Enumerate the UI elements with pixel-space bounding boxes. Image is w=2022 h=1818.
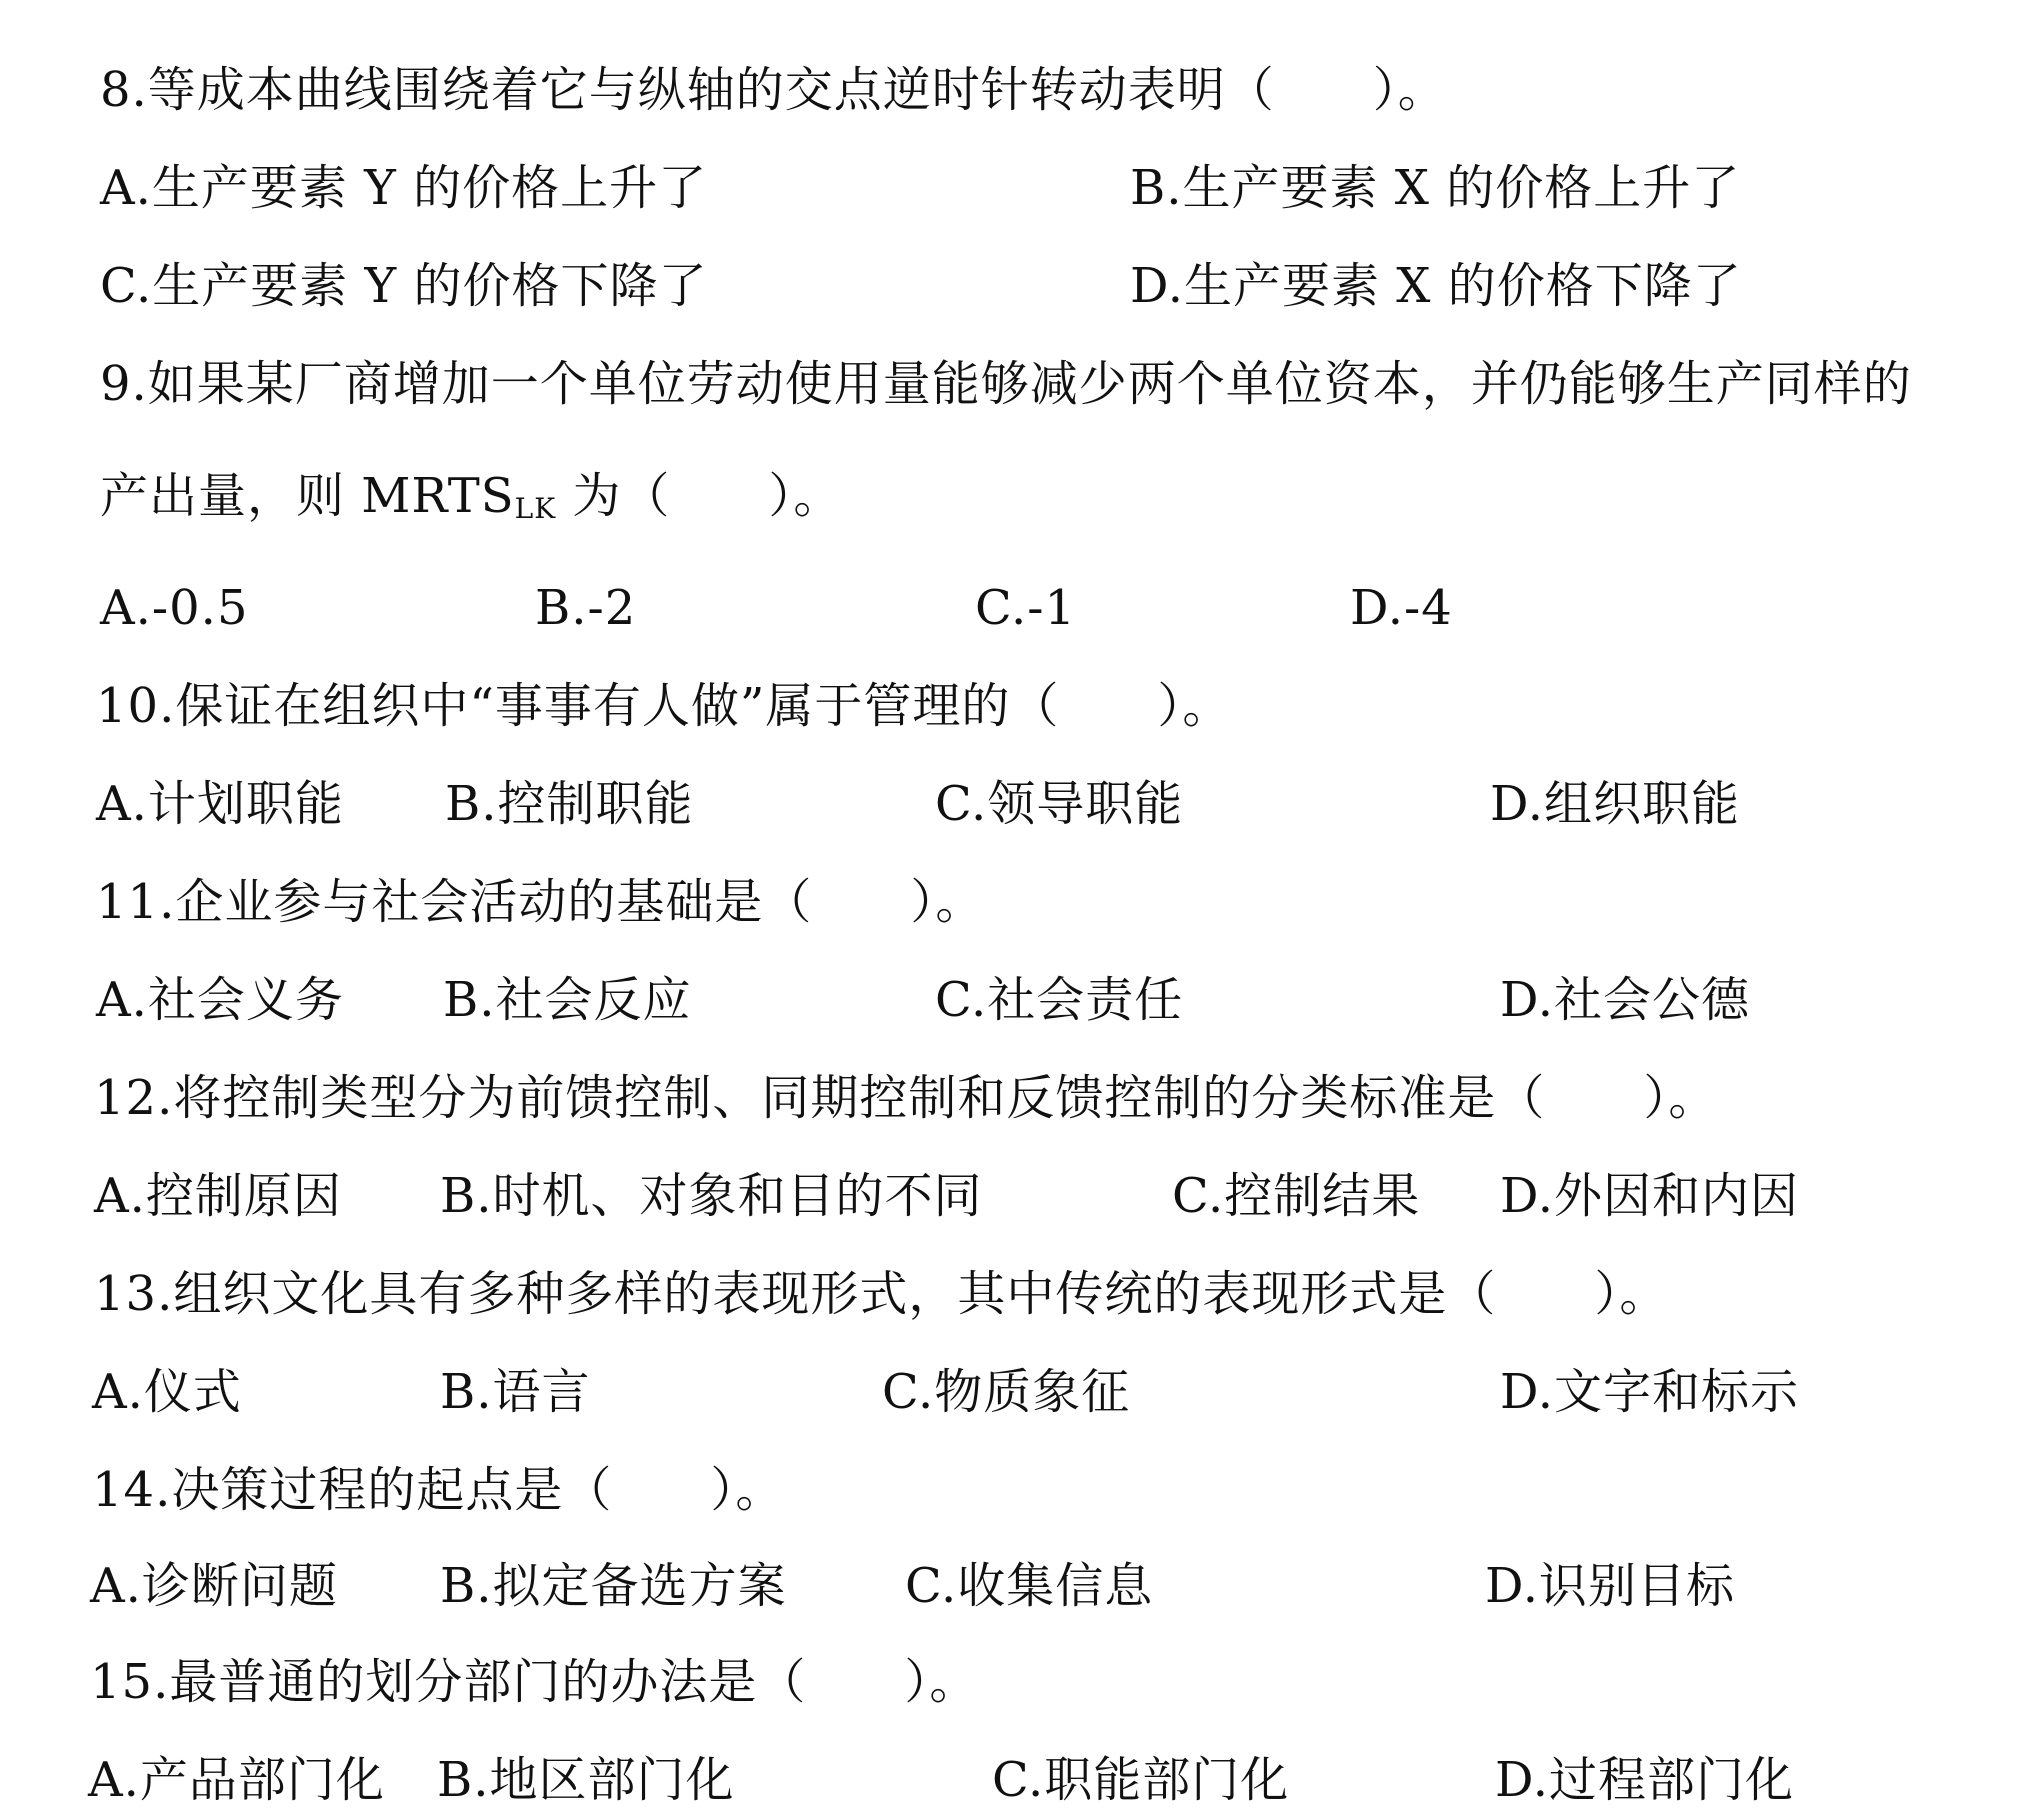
question-14-option-b: B.拟定备选方案 xyxy=(440,1558,787,1614)
question-9-stem-line2-pre: 产出量，则 MRTS xyxy=(100,468,515,524)
question-14-stem: 14.决策过程的起点是（ ）。 xyxy=(92,1462,785,1518)
question-14-option-d: D.识别目标 xyxy=(1485,1558,1736,1614)
question-12-option-d: D.外因和内因 xyxy=(1500,1168,1800,1224)
question-14-option-a: A.诊断问题 xyxy=(90,1558,338,1614)
question-13-option-c: C.物质象征 xyxy=(882,1364,1131,1420)
question-13-stem: 13.组织文化具有多种多样的表现形式，其中传统的表现形式是（ ）。 xyxy=(94,1266,1669,1322)
question-14-option-c: C.收集信息 xyxy=(905,1558,1154,1614)
question-11-option-b: B.社会反应 xyxy=(443,972,692,1028)
question-10-option-d: D.组织职能 xyxy=(1490,776,1741,832)
question-15-stem: 15.最普通的划分部门的办法是（ ）。 xyxy=(90,1654,979,1710)
question-10-stem: 10.保证在组织中“事事有人做”属于管理的（ ）。 xyxy=(96,678,1232,734)
question-11-option-a: A.社会义务 xyxy=(96,972,344,1028)
question-8-option-b: B.生产要素 X 的价格上升了 xyxy=(1130,160,1741,216)
question-12-stem: 12.将控制类型分为前馈控制、同期控制和反馈控制的分类标准是（ ）。 xyxy=(94,1070,1718,1126)
question-9-option-b: B.-2 xyxy=(535,580,637,636)
question-9-option-a: A.-0.5 xyxy=(100,580,249,636)
question-12-option-b: B.时机、对象和目的不同 xyxy=(440,1168,983,1224)
question-9-option-d: D.-4 xyxy=(1350,580,1453,636)
question-8-stem: 8.等成本曲线围绕着它与纵轴的交点逆时针转动表明（ ）。 xyxy=(100,62,1447,118)
question-13-option-b: B.语言 xyxy=(440,1364,591,1420)
question-10-option-c: C.领导职能 xyxy=(935,776,1184,832)
question-11-stem: 11.企业参与社会活动的基础是（ ）。 xyxy=(96,874,985,930)
question-8-option-a: A.生产要素 Y 的价格上升了 xyxy=(100,160,708,216)
question-9-mrts-subscript: LK xyxy=(514,492,557,525)
question-15-option-b: B.地区部门化 xyxy=(437,1752,735,1808)
question-10-option-a: A.计划职能 xyxy=(96,776,344,832)
question-12-option-a: A.控制原因 xyxy=(94,1168,342,1224)
question-13-option-a: A.仪式 xyxy=(92,1364,242,1420)
question-10-option-b: B.控制职能 xyxy=(445,776,694,832)
question-15-option-a: A.产品部门化 xyxy=(88,1752,385,1808)
question-15-option-d: D.过程部门化 xyxy=(1495,1752,1795,1808)
question-11-option-d: D.社会公德 xyxy=(1500,972,1751,1028)
question-9-stem-line1: 9.如果某厂商增加一个单位劳动使用量能够减少两个单位资本，并仍能够生产同样的 xyxy=(100,356,1912,412)
question-8-option-d: D.生产要素 X 的价格下降了 xyxy=(1130,258,1742,314)
question-11-option-c: C.社会责任 xyxy=(935,972,1184,1028)
question-9-stem-line2 xyxy=(100,466,842,539)
question-9-stem-line2-post: 为（ ）。 xyxy=(556,468,843,524)
question-9-option-c: C.-1 xyxy=(975,580,1077,636)
question-15-option-c: C.职能部门化 xyxy=(992,1752,1290,1808)
question-8-option-c: C.生产要素 Y 的价格下降了 xyxy=(100,258,708,314)
question-12-option-c: C.控制结果 xyxy=(1172,1168,1421,1224)
question-13-option-d: D.文字和标示 xyxy=(1500,1364,1800,1420)
